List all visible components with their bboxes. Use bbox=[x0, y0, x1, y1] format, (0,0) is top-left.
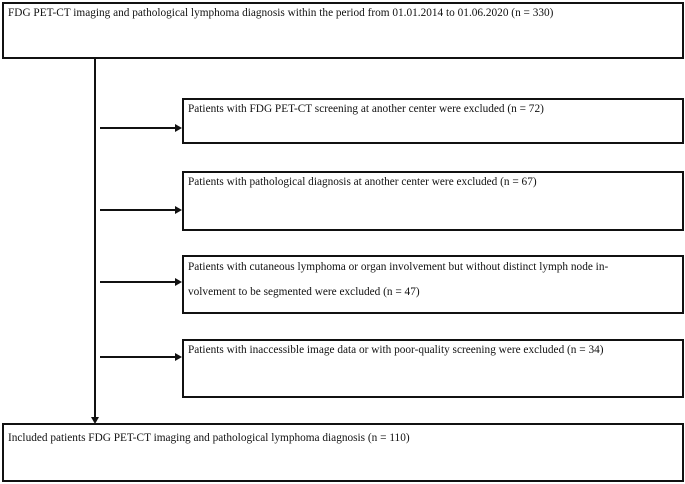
end-box bbox=[2, 423, 684, 482]
start-text: FDG PET-CT imaging and pathological lymphoma diagnosis within the period from 01.01.2014 to 01.06.2020 (n = 330) bbox=[8, 7, 554, 19]
main-flow-line bbox=[94, 57, 96, 420]
exclusion-arrow-4 bbox=[100, 356, 176, 358]
start-box bbox=[2, 2, 684, 59]
exclusion-arrow-2 bbox=[100, 209, 176, 211]
exclusion-box-1 bbox=[182, 98, 684, 144]
exclusion-box-4 bbox=[182, 339, 684, 398]
exclusion-text-3b: volvement to be segmented were excluded (n = 47) bbox=[188, 286, 420, 298]
exclusion-text-4: Patients with inaccessible image data or with poor-quality screening were excluded (n = 34) bbox=[188, 344, 604, 356]
exclusion-arrow-1 bbox=[100, 127, 176, 129]
exclusion-text-2: Patients with pathological diagnosis at another center were excluded (n = 67) bbox=[188, 176, 537, 188]
exclusion-box-2 bbox=[182, 171, 684, 231]
exclusion-arrow-3 bbox=[100, 281, 176, 283]
exclusion-box-3 bbox=[182, 255, 684, 314]
exclusion-text-1: Patients with FDG PET-CT screening at another center were excluded (n = 72) bbox=[188, 103, 544, 115]
exclusion-text-3a: Patients with cutaneous lymphoma or organ involvement but without distinct lymph node in- bbox=[188, 261, 609, 273]
end-text: Included patients FDG PET-CT imaging and pathological lymphoma diagnosis (n = 110) bbox=[8, 432, 410, 444]
